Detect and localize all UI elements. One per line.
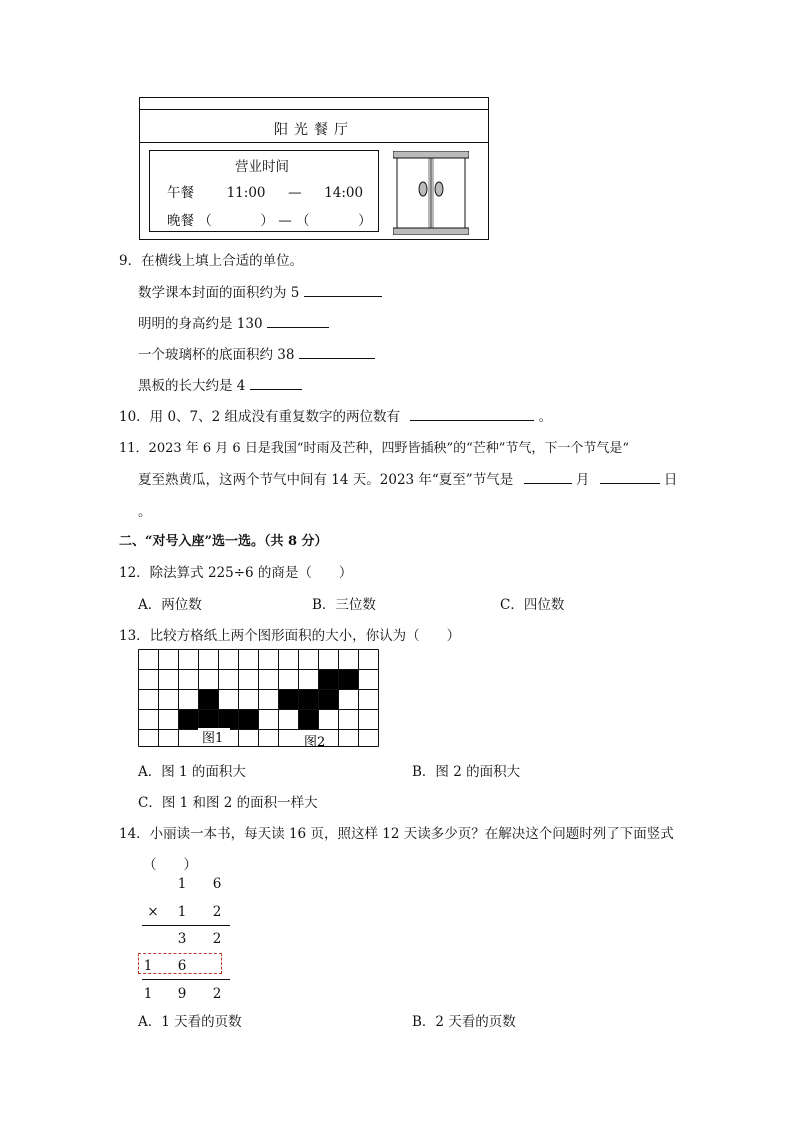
business-hours-title: 营业时间 xyxy=(235,159,289,175)
dinner-start-open: （ xyxy=(198,213,212,229)
q14-answer-blank[interactable]: （ ） xyxy=(143,857,197,873)
q9-item-2 xyxy=(138,312,329,332)
q11-line-3: 。 xyxy=(138,504,152,520)
q9-stem: 9．在横线上填上合适的单位。 xyxy=(119,253,304,269)
q13-option-b[interactable]: B．图 2 的面积大 xyxy=(412,764,521,780)
dinner-end-open: （ xyxy=(295,213,310,229)
q9-item-4-text: 黑板的长大约是 4 xyxy=(138,378,246,394)
q9-item-3-text: 一个玻璃杯的底面积约 38 xyxy=(138,347,295,363)
q10-blank[interactable] xyxy=(410,406,534,421)
calc-line-2 xyxy=(142,979,230,980)
q9-item-3 xyxy=(138,343,375,363)
figure-2-label: 图2 xyxy=(304,735,326,747)
section-2-heading: 二、“对号入座”选一选。（共 8 分） xyxy=(119,534,328,549)
q13-stem: 13．比较方格纸上两个图形面积的大小，你认为（ ） xyxy=(119,628,461,644)
sign-top-line xyxy=(140,109,488,110)
restaurant-sign xyxy=(139,97,489,240)
q10 xyxy=(119,405,552,425)
q9-item-1 xyxy=(138,281,382,301)
restaurant-name: 阳光餐厅 xyxy=(274,122,354,138)
q11-day-label: 日 xyxy=(663,472,678,488)
calc-row5-d1: 1 xyxy=(143,986,153,1002)
door-icon xyxy=(393,151,469,235)
area-grid-figure xyxy=(138,649,380,747)
q9-blank-4[interactable] xyxy=(250,375,302,390)
calc-row4-d2: 6 xyxy=(177,958,187,974)
lunch-label: 午餐 xyxy=(167,185,194,201)
dinner-label: 晚餐 xyxy=(167,213,194,229)
q12-option-c[interactable]: C．四位数 xyxy=(500,597,565,613)
calc-row3-d2: 2 xyxy=(212,931,222,947)
q9-item-2-text: 明明的身高约是 130 xyxy=(138,316,263,332)
lunch-hours-row xyxy=(167,181,363,201)
q9-blank-3[interactable] xyxy=(299,344,375,359)
q9-blank-2[interactable] xyxy=(267,313,329,328)
calc-row5-d3: 2 xyxy=(212,986,222,1002)
q11-month-blank[interactable] xyxy=(524,469,572,484)
q13-option-c[interactable]: C．图 1 和图 2 的面积一样大 xyxy=(138,795,318,811)
calc-row4-d1: 1 xyxy=(143,958,153,974)
figure-1-label: 图1 xyxy=(202,731,224,746)
calc-row2-d2: 2 xyxy=(212,904,222,920)
q11-day-blank[interactable] xyxy=(600,469,660,484)
calc-row2-d1: 1 xyxy=(177,904,187,920)
dinner-start-close: ） xyxy=(260,213,274,229)
calc-row3-d1: 3 xyxy=(177,931,187,947)
q9-blank-1[interactable] xyxy=(304,282,382,297)
q14-stem: 14．小丽读一本书，每天读 16 页，照这样 12 天读多少页？在解决这个问题时列了下面竖式 xyxy=(119,826,674,842)
dinner-hours-row xyxy=(167,209,372,229)
lunch-start: 11:00 xyxy=(226,185,266,201)
business-hours-box xyxy=(149,150,379,232)
q12-option-b[interactable]: B．三位数 xyxy=(312,597,376,613)
q14-option-a[interactable]: A．1 天看的页数 xyxy=(138,1014,242,1030)
q14-option-b[interactable]: B．2 天看的页数 xyxy=(412,1014,516,1030)
q13-option-a[interactable]: A．图 1 的面积大 xyxy=(138,764,246,780)
calc-row5-d2: 9 xyxy=(177,986,187,1002)
calc-line-1 xyxy=(142,925,230,926)
q11-line-2-text: 夏至熟黄瓜，这两个节气中间有 14 天。2023 年“夏至”节气是 xyxy=(138,472,514,488)
q12-stem: 12．除法算式 225÷6 的商是（ ） xyxy=(119,565,353,581)
q10-stem: 10．用 0、7、2 组成没有重复数字的两位数有 xyxy=(119,409,401,425)
calc-row1-d1: 1 xyxy=(177,876,187,892)
calc-row1-d2: 6 xyxy=(212,876,222,892)
q12-option-a[interactable]: A．两位数 xyxy=(138,597,202,613)
dinner-end-close: ） xyxy=(358,213,372,229)
lunch-end: 14:00 xyxy=(324,185,364,201)
q11-month-label: 月 xyxy=(575,472,590,488)
q11-line-1: 11．2023 年 6 月 6 日是我国“时雨及芒种，四野皆插秧”的“芒种”节气，下一个节气是“ xyxy=(119,441,630,456)
dinner-dash: — xyxy=(278,213,292,229)
calc-times-sign: × xyxy=(147,904,159,920)
lunch-dash: — xyxy=(288,185,302,201)
q9-item-1-text: 数学课本封面的面积约为 5 xyxy=(138,285,300,301)
grid-lines xyxy=(139,650,379,747)
q11-line-2 xyxy=(138,468,677,488)
sign-title-line xyxy=(140,142,488,143)
q9-item-4 xyxy=(138,374,302,394)
q10-end: 。 xyxy=(538,409,553,425)
